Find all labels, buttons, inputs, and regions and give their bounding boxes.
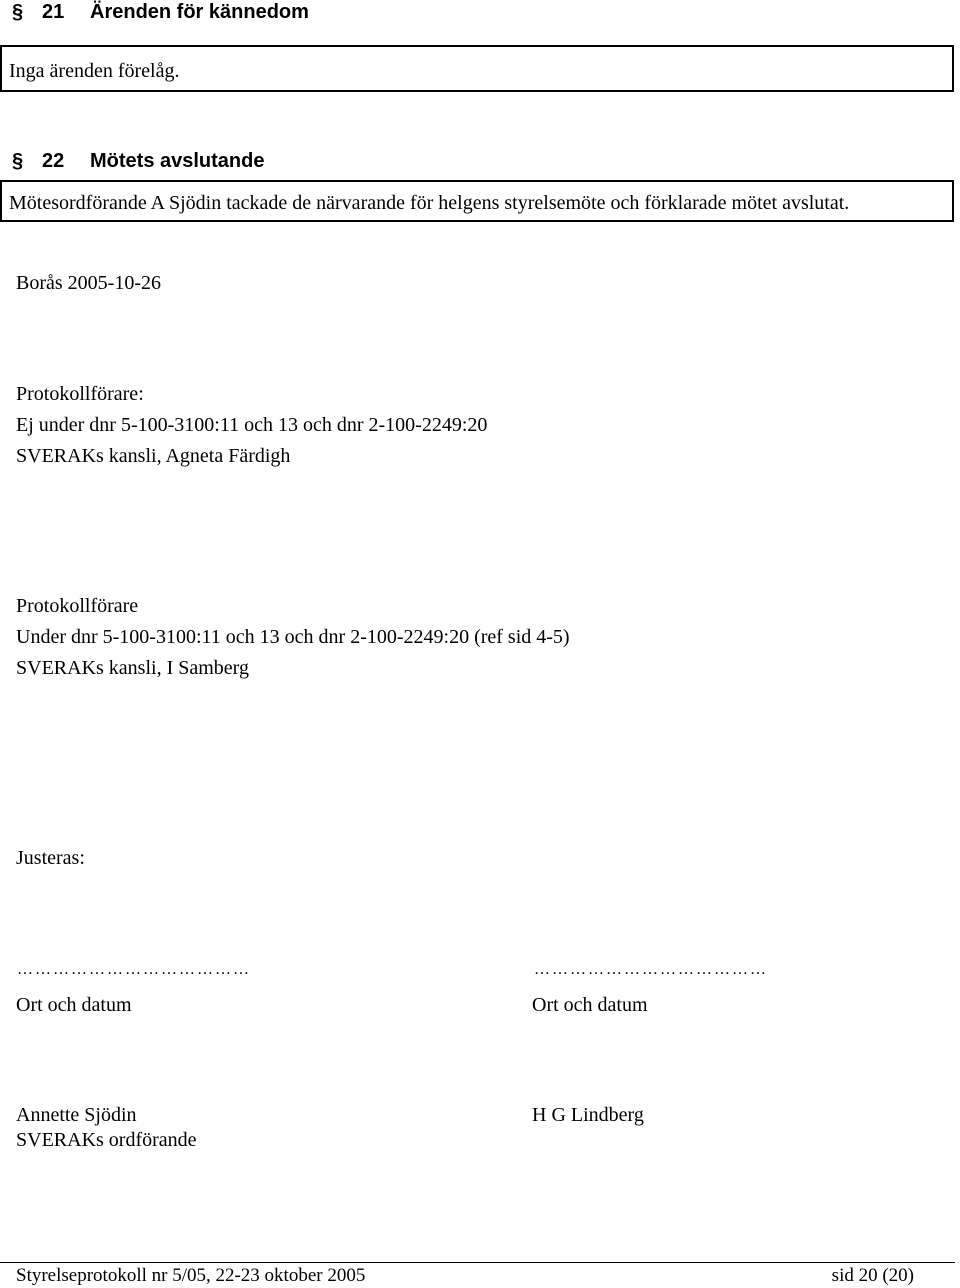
footer-left: Styrelseprotokoll nr 5/05, 22-23 oktober 2005 <box>16 1265 366 1286</box>
signature-line-right: ………………………………… <box>534 961 768 978</box>
secretary-2-scope: Under dnr 5-100-3100:11 och 13 och dnr 2-100-2249:20 (ref sid 4-5) <box>16 626 570 648</box>
section-title: Mötets avslutande <box>90 150 265 172</box>
signer-left-role: SVERAKs ordförande <box>16 1129 197 1151</box>
section-21-heading <box>12 0 309 24</box>
place-date-label-right: Ort och datum <box>532 994 648 1016</box>
signer-left <box>16 1103 197 1153</box>
secretary-2-label: Protokollförare <box>16 595 139 617</box>
section-title: Ärenden för kännedom <box>90 1 309 23</box>
signer-right <box>532 1103 644 1128</box>
section-number: 22 <box>42 150 65 172</box>
signer-right-name: H G Lindberg <box>532 1104 644 1126</box>
secretary-1-scope: Ej under dnr 5-100-3100:11 och 13 och dnr 2-100-2249:20 <box>16 414 488 436</box>
secretary-1-name: SVERAKs kansli, Agneta Färdigh <box>16 445 291 467</box>
signature-line-left: ………………………………… <box>17 961 251 978</box>
section-22-box <box>0 180 954 222</box>
footer-right: sid 20 (20) <box>831 1265 914 1286</box>
paragraph-symbol: § <box>12 150 24 172</box>
place-date: Borås 2005-10-26 <box>16 272 161 294</box>
section-22-heading <box>12 149 264 173</box>
adjusters-label: Justeras: <box>16 847 85 869</box>
secretary-2-name: SVERAKs kansli, I Samberg <box>16 657 249 679</box>
footer-rule <box>0 1262 955 1263</box>
section-21-body: Inga ärenden förelåg. <box>9 60 180 82</box>
signer-left-name: Annette Sjödin <box>16 1104 137 1126</box>
secretary-1-label: Protokollförare: <box>16 383 144 405</box>
section-22-body: Mötesordförande A Sjödin tackade de närvarande för helgens styrelsemöte och förklarade mötet avslutat. <box>9 192 850 214</box>
section-number: 21 <box>42 1 65 23</box>
paragraph-symbol: § <box>12 1 24 23</box>
place-date-label-left: Ort och datum <box>16 994 132 1016</box>
section-21-box <box>0 45 954 92</box>
